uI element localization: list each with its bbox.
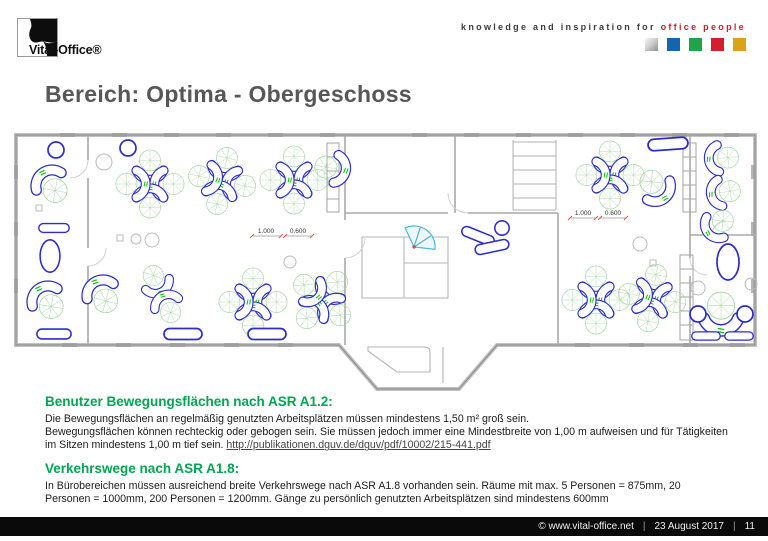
section-bewegungsflaechen xyxy=(45,394,757,453)
footer-date: 23 August 2017 xyxy=(654,521,724,532)
dimension-label-0600: 0.600 xyxy=(289,228,307,235)
body-line: Die Bewegungsflächen an regelmäßig genutzten Arbeitsplätzen müssen mindestens 1,50 m² groß sein. xyxy=(45,413,530,425)
brand-square-gold xyxy=(733,38,746,51)
stairs xyxy=(513,140,556,210)
brand-color-squares xyxy=(461,38,746,51)
brand-square-silver xyxy=(645,38,658,51)
tagline-red: office people xyxy=(660,22,746,32)
section-heading-asr-a18: Verkehrswege nach ASR A1.8: xyxy=(45,461,240,476)
footer-separator: | xyxy=(642,521,646,532)
page-title: Bereich: Optima - Obergeschoss xyxy=(45,81,412,107)
footer-page-number: 11 xyxy=(744,521,755,532)
footer-separator: | xyxy=(733,521,736,532)
logo-wordmark: Vital-Office® xyxy=(29,43,102,57)
walls xyxy=(14,133,755,389)
brand-tagline xyxy=(461,22,746,51)
section-heading-asr-a12: Benutzer Bewegungsflächen nach ASR A1.2: xyxy=(45,394,333,409)
brand-square-blue xyxy=(667,38,680,51)
floor-plan xyxy=(0,120,768,400)
workstation-clusters xyxy=(20,137,754,348)
dimension-label-1000: 1.000 xyxy=(257,228,275,235)
dimension-label-1000: 1.000 xyxy=(574,210,592,217)
body-line: In Bürobereichen müssen ausreichend breite Verkehrswege nach ASR A1.8 vorhanden sein. Räume mit max. 5 Personen = 875mm, 20 xyxy=(45,480,681,492)
body-line: Personen = 1000mm, 200 Personen = 1200mm. Gänge zu persönlich genutzten Arbeitsplätzen sind mindestens 600mm xyxy=(45,493,609,506)
tagline-black: knowledge and inspiration for xyxy=(461,22,656,32)
section-verkehrswege xyxy=(45,461,757,506)
footer-website: © www.vital-office.net xyxy=(538,521,634,532)
brand-square-red xyxy=(711,38,724,51)
dimension-label-0600: 0.600 xyxy=(604,210,622,217)
brand-square-green xyxy=(689,38,702,51)
footer-bar xyxy=(0,517,768,536)
reception-fan xyxy=(404,219,438,258)
dguv-pdf-link[interactable]: http://publikationen.dguv.de/dguv/pdf/10002/215-441.pdf xyxy=(226,439,491,452)
body-line: Bewegungsflächen können rechteckig oder gebogen sein. Sie müssen jedoch immer eine Mindestbreite von 1,00 m aufweisen und für Tätigkeiten xyxy=(45,426,728,439)
dimension-annotations xyxy=(250,210,628,238)
body-line: im Sitzen mindestens 1,00 m tief sein. xyxy=(45,439,227,452)
